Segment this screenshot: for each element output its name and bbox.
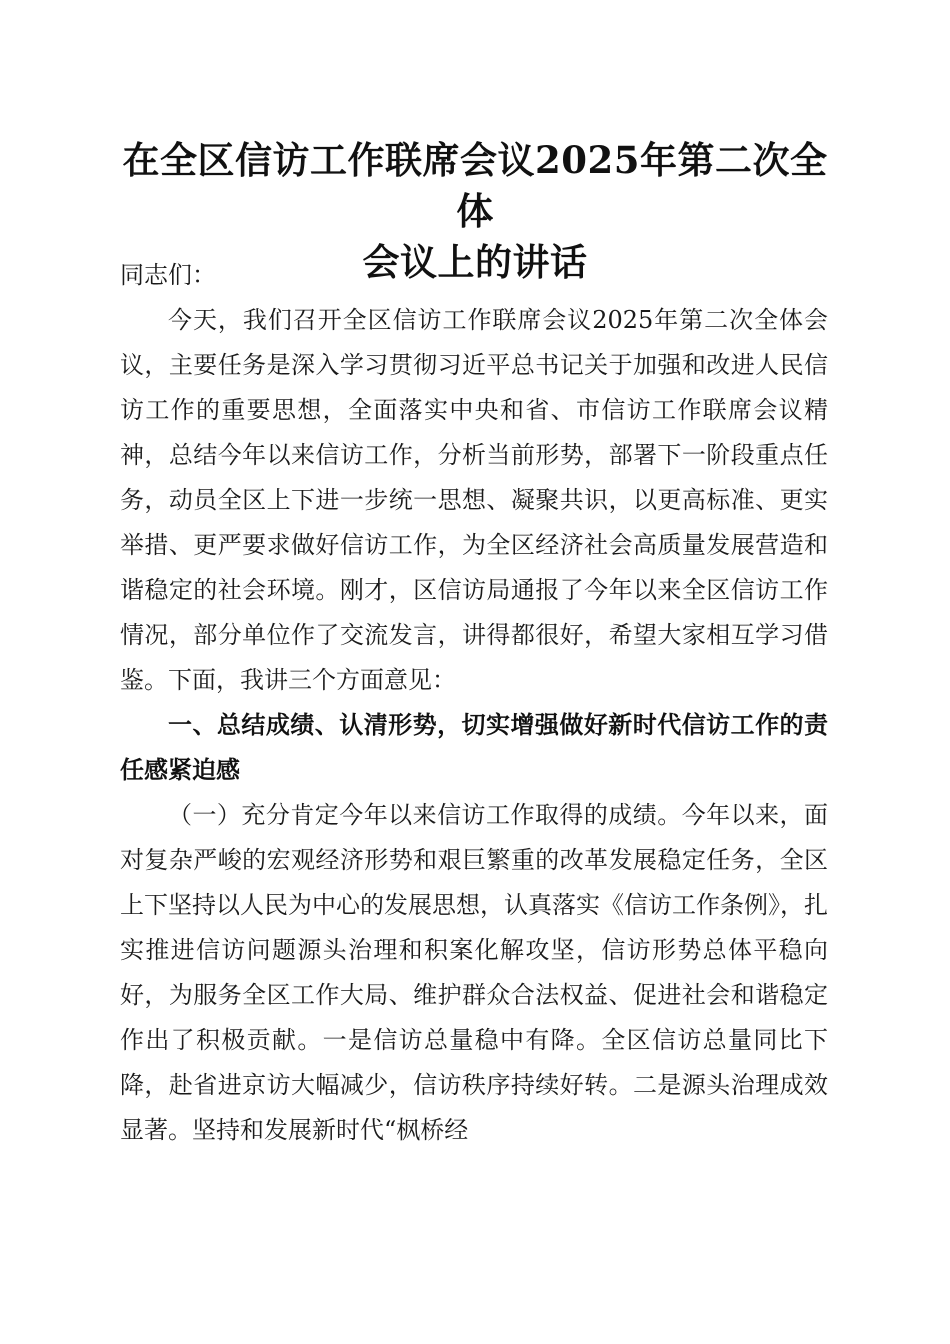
title-line-2: 会议上的讲话 xyxy=(362,240,588,284)
title-line-1: 在全区信访工作联席会议2025年第二次全体 xyxy=(122,138,828,233)
subsection-text: 充分肯定今年以来信访工作取得的成绩。今年以来，面对复杂严峻的宏观经济形势和艰巨繁重的改革发展稳定任务，全区上下坚持以人民为中心的发展思想，认真落实《信访工作条例》，扎实推进信访问题源头治理和积案化解攻坚，信访形势总体平稳向好，为服务全区工作大局、维护群众合法权益、促进社会和谐稳定作出了积极贡献。一是信访总量稳中有降。全区信访总量同比下降，赴省进京访大幅减少，信访秩序持续好转。二是源头治理成效显著。坚持和发展新时代“枫桥经 xyxy=(120,801,829,1144)
subsection-number: （一） xyxy=(168,801,242,829)
section-heading-1: 一、总结成绩、认清形势，切实增强做好新时代信访工作的责任感紧迫感 xyxy=(120,711,828,784)
opening-paragraph: 今天，我们召开全区信访工作联席会议2025年第二次全体会议，主要任务是深入学习贯彻习近平总书记关于加强和改进人民信访工作的重要思想，全面落实中央和省、市信访工作联席会议精神，总结今年以来信访工作，分析当前形势，部署下一阶段重点任务，动员全区上下进一步统一思想、凝聚共识，以更高标准、更实举措、更严要求做好信访工作，为全区经济社会高质量发展营造和谐稳定的社会环境。刚才，区信访局通报了今年以来全区信访工作情况，部分单位作了交流发言，讲得都很好，希望大家相互学习借鉴。下面，我讲三个方面意见： xyxy=(120,306,828,694)
document-body xyxy=(120,253,828,1153)
salutation: 同志们： xyxy=(120,261,216,289)
subsection-paragraph-1 xyxy=(120,793,828,1153)
